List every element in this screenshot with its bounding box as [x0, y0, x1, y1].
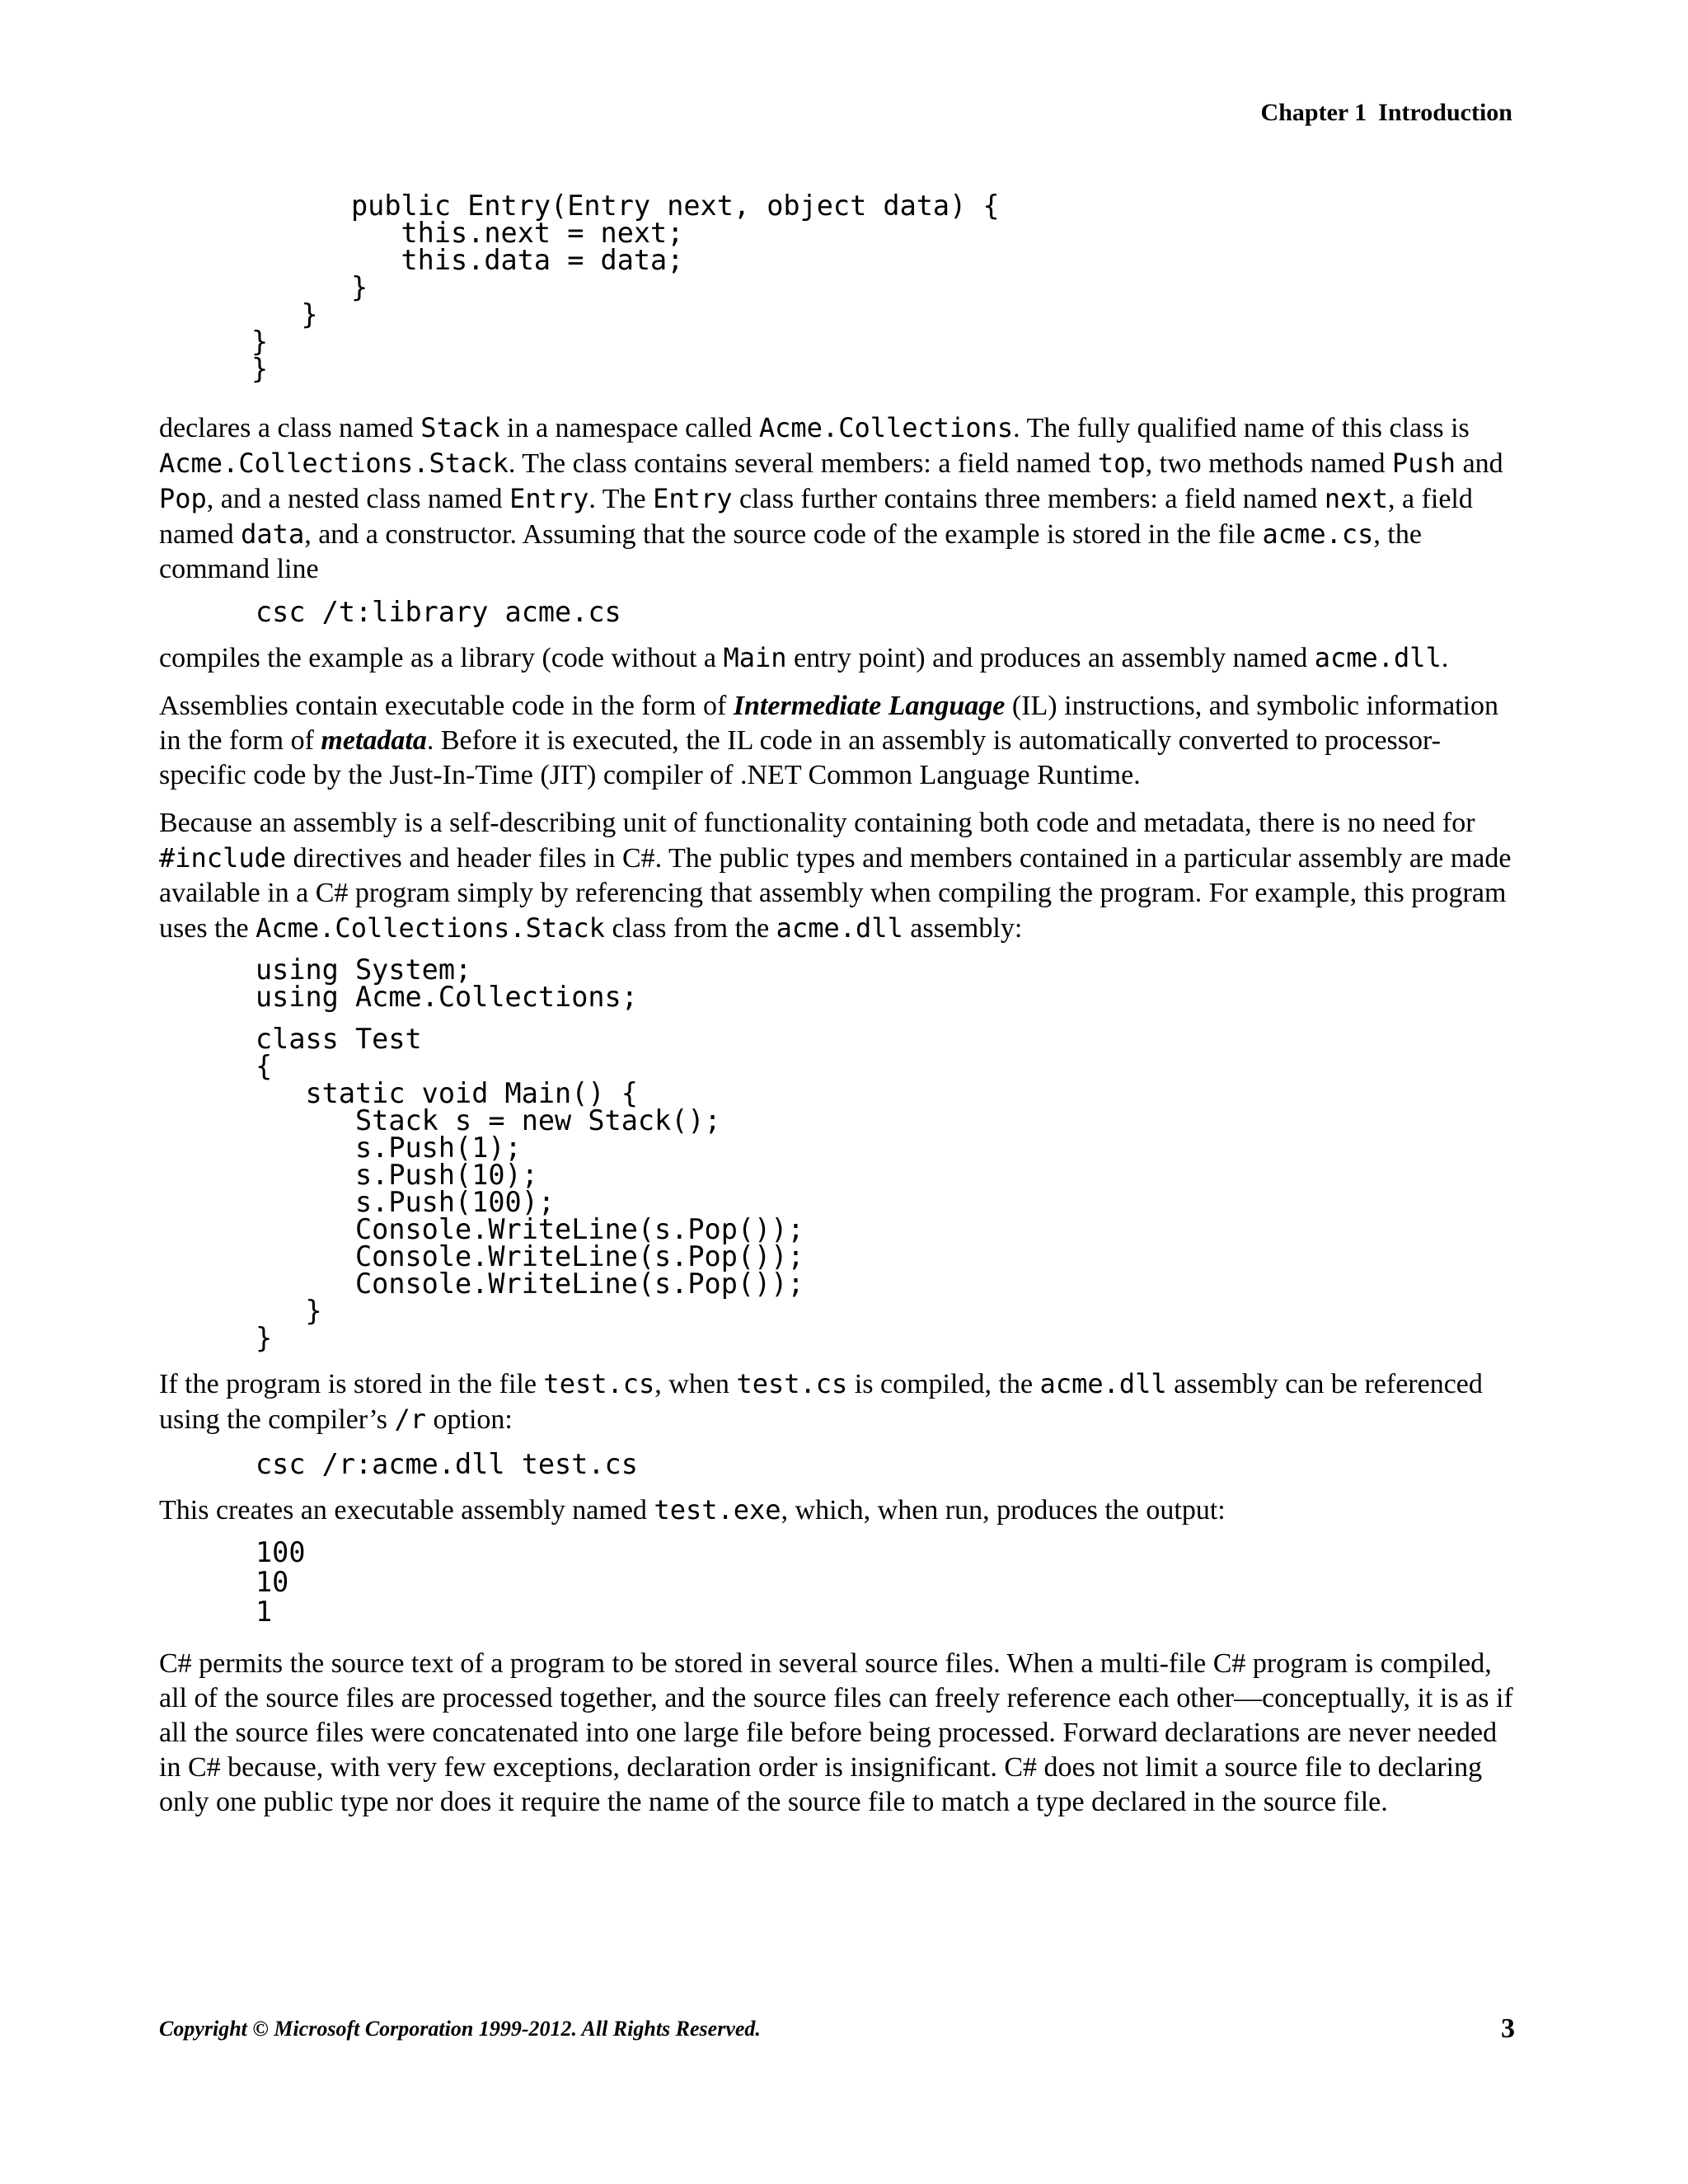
copyright-notice: Copyright © Microsoft Corporation 1999-2012. All Rights Reserved.: [159, 2017, 761, 2041]
page-body: [159, 192, 1515, 1820]
running-header: [1261, 99, 1512, 127]
paragraph-assemblies: Assemblies contain executable code in the form of Intermediate Language (IL) instructions, and symbolic information in the form of metadata. Before it is executed, the IL code in an assembly is automatically converted to processor-specific code by the Just-In-Time (JIT) compiler of .NET Common Language Runtime.: [159, 691, 1499, 790]
chapter-title: Introduction: [1378, 99, 1512, 126]
code-block-using-directives: using System; using Acme.Collections;: [256, 954, 638, 1013]
code-block-compile-reference: csc /r:acme.dll test.cs: [256, 1448, 638, 1480]
paragraph-creates-executable: This creates an executable assembly named test.exe, which, when run, produces the output:: [159, 1494, 1226, 1526]
paragraph-compiles-library: compiles the example as a library (code without a Main entry point) and produces an assembly named acme.dll.: [159, 642, 1449, 673]
paragraph-self-describing: Because an assembly is a self-describing unit of functionality containing both code and metadata, there is no need for #include directives and header files in C#. The public types and members contained in a particular assembly are made available in a C# program simply by referencing that assembly when compiling the program. For example, this program uses the Acme.Collections.Stack class from the acme.dll assembly:: [159, 808, 1512, 944]
code-block-entry-constructor: public Entry(Entry next, object data) { this.next = next; this.data = data; } } } }: [251, 190, 1000, 385]
paragraph-compile-reference: If the program is stored in the file test.cs, when test.cs is compiled, the acme.dll assembly can be referenced using the compiler’s /r option:: [159, 1368, 1483, 1435]
chapter-label: Chapter 1: [1260, 99, 1367, 126]
code-block-compile-library: csc /t:library acme.cs: [256, 596, 621, 628]
page-footer: [159, 2013, 1515, 2044]
code-block-output: 100 10 1: [256, 1536, 306, 1628]
page-number: 3: [1501, 2013, 1515, 2044]
paragraph-stack-description: declares a class named Stack in a namespace called Acme.Collections. The fully qualified name of this class is Acme.Collections.Stack. The class contains several members: a field named top, two methods named Push and Pop, and a nested class named Entry. The Entry class further contains three members: a field named next, a field named data, and a constructor. Assuming that the source code of the example is stored in the file acme.cs, the command line: [159, 412, 1503, 584]
paragraph-multi-file: C# permits the source text of a program to be stored in several source files. When a multi-file C# program is compiled, all of the source files are processed together, and the source files can freely reference each other—conceptually, it is as if all the source files were concatenated into one large file before being processed. Forward declarations are never needed in C# because, with very few exceptions, declaration order is insignificant. C# does not limit a source file to declaring only one public type nor does it require the name of the source file to match a type declared in the source file.: [159, 1648, 1513, 1817]
code-block-test-class: class Test { static void Main() { Stack s = new Stack(); s.Push(1); s.Push(10); s.Push(100); Console.WriteLine(s.Pop()); Console.WriteLine(s.Pop()); Console.WriteLine(s.Pop()); } }: [256, 1023, 804, 1354]
